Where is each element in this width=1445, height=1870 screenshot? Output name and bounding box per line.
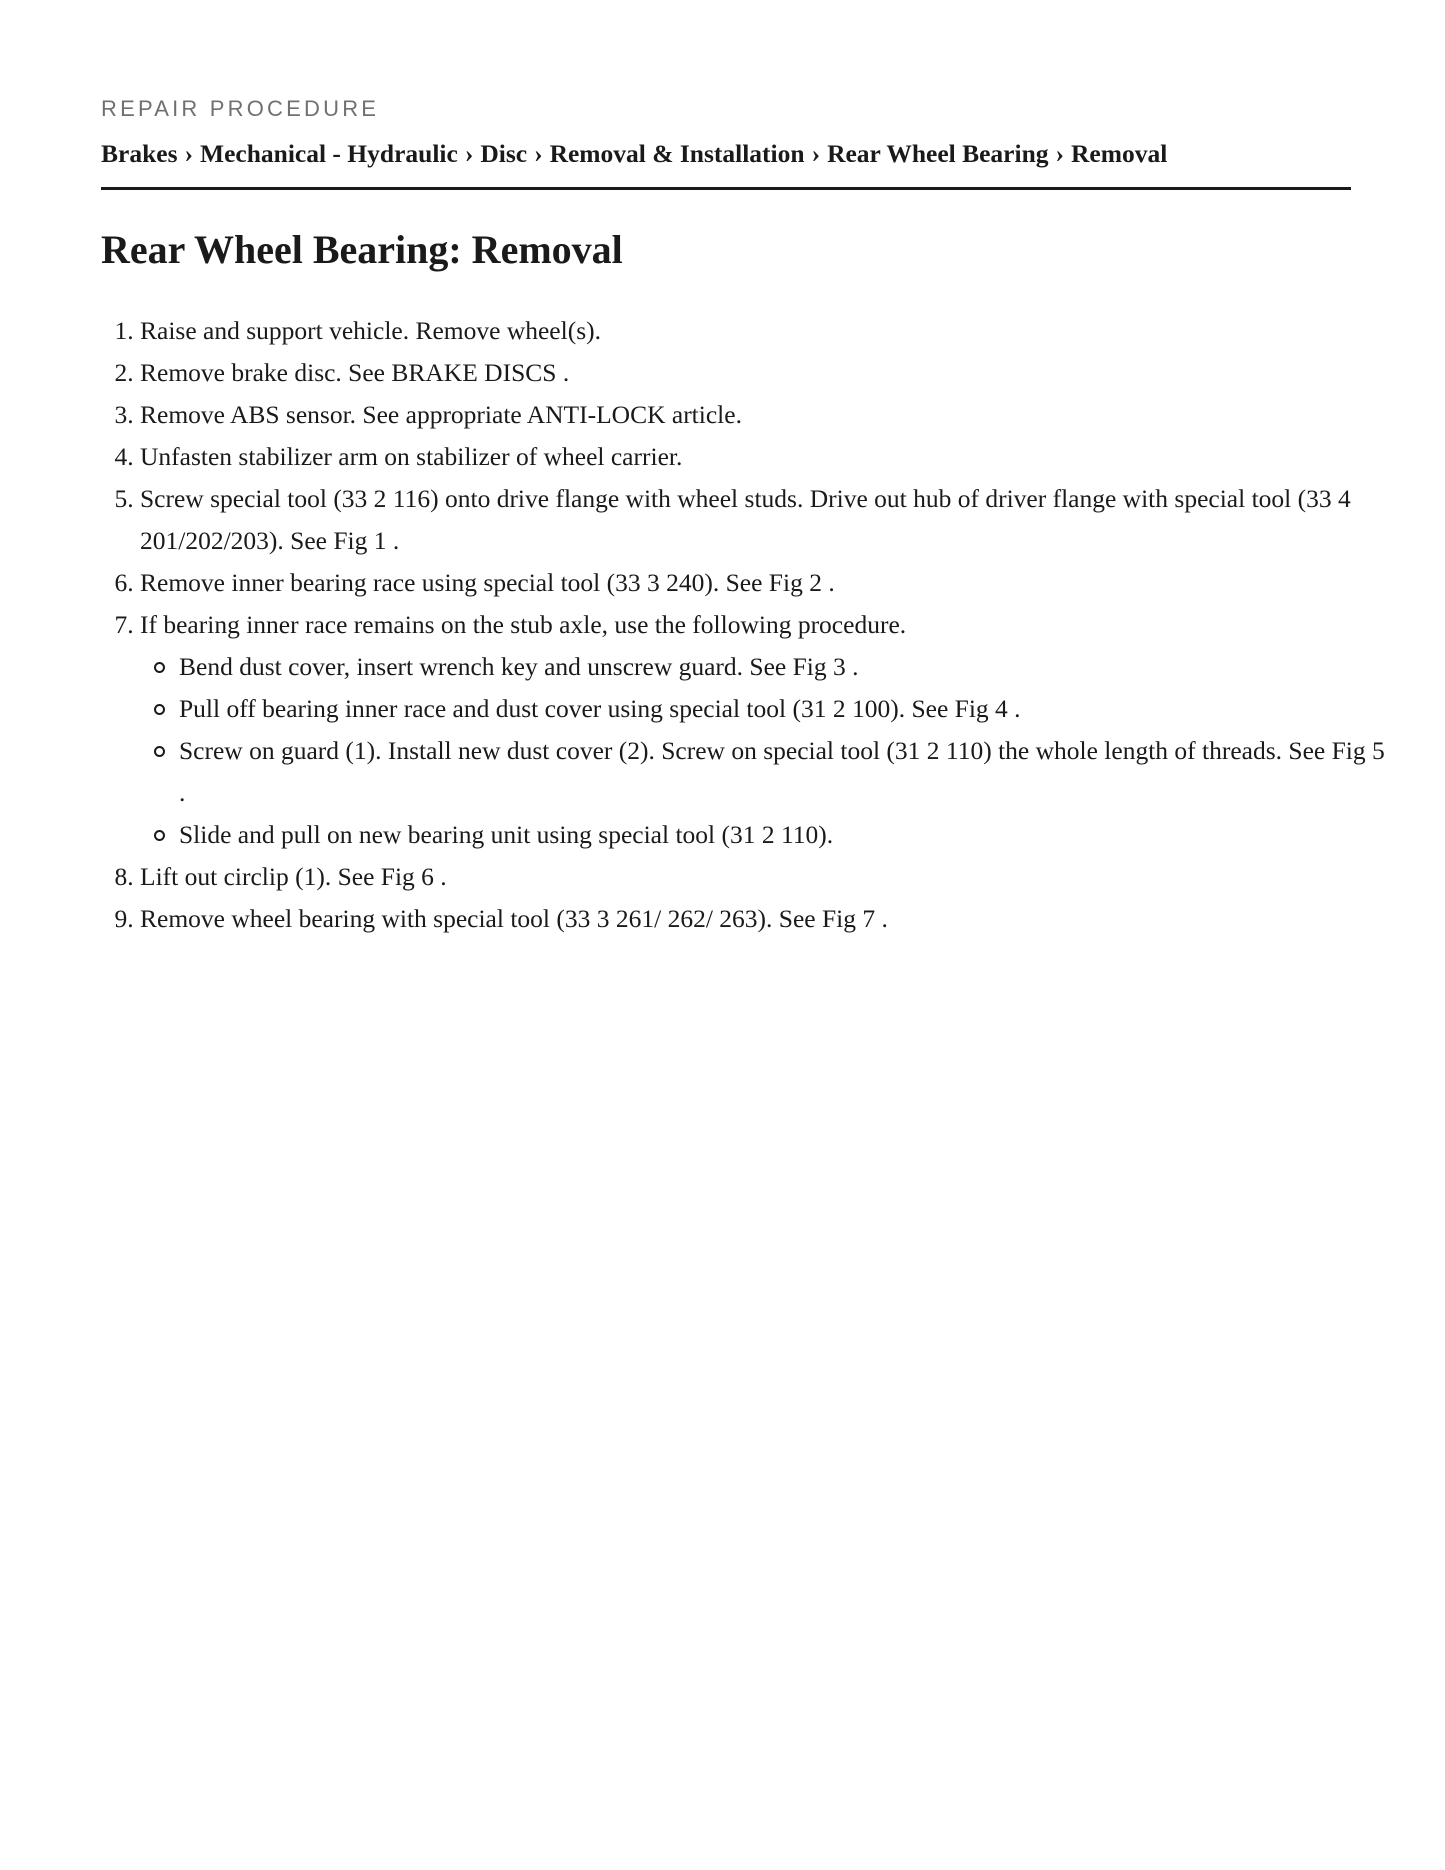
step-text: Remove wheel bearing with special tool (33 3 261/ 262/ 263). See Fig 7 . <box>140 904 888 933</box>
step-text: Remove inner bearing race using special tool (33 3 240). See Fig 2 . <box>140 568 835 597</box>
procedure-steps <box>101 310 1390 940</box>
hollow-bullet-icon <box>154 704 165 715</box>
breadcrumb <box>101 139 1167 169</box>
step-text: Unfasten stabilizer arm on stabilizer of wheel carrier. <box>140 442 683 471</box>
step-6 <box>140 562 1390 604</box>
breadcrumb-item-brakes[interactable]: Brakes <box>101 139 178 168</box>
breadcrumb-separator: › <box>1055 139 1065 168</box>
step-7 <box>140 604 1390 856</box>
page-title: Rear Wheel Bearing: Removal <box>101 227 623 272</box>
step-text: Lift out circlip (1). See Fig 6 . <box>140 862 447 891</box>
substep-3 <box>179 730 1390 814</box>
section-eyebrow: REPAIR PROCEDURE <box>101 96 380 121</box>
hollow-bullet-icon <box>154 830 165 841</box>
breadcrumb-separator: › <box>184 139 193 168</box>
substep-list <box>140 646 1390 856</box>
step-1 <box>140 310 1390 352</box>
step-5 <box>140 478 1390 562</box>
substep-text: Slide and pull on new bearing unit using special tool (31 2 110). <box>179 820 834 849</box>
step-text: Raise and support vehicle. Remove wheel(s). <box>140 316 601 345</box>
step-text: Remove brake disc. See BRAKE DISCS . <box>140 358 570 387</box>
breadcrumb-item-disc[interactable]: Disc <box>480 139 528 168</box>
substep-text: Bend dust cover, insert wrench key and unscrew guard. See Fig 3 . <box>179 652 859 681</box>
substep-4 <box>179 814 1390 856</box>
substep-text: Pull off bearing inner race and dust cover using special tool (31 2 100). See Fig 4 . <box>179 694 1021 723</box>
breadcrumb-separator: › <box>811 139 821 168</box>
breadcrumb-item-removal: Removal <box>1071 139 1168 168</box>
hollow-bullet-icon <box>154 746 165 757</box>
substep-text: Screw on guard (1). Install new dust cover (2). Screw on special tool (31 2 110) the whole length of threads. See Fig 5 . <box>179 736 1385 807</box>
breadcrumb-separator: › <box>464 139 474 168</box>
step-text: If bearing inner race remains on the stub axle, use the following procedure. <box>140 610 907 639</box>
breadcrumb-item-mechanical-hydraulic[interactable]: Mechanical - Hydraulic <box>200 139 458 168</box>
step-3 <box>140 394 1390 436</box>
breadcrumb-item-rear-wheel-bearing[interactable]: Rear Wheel Bearing <box>827 139 1049 168</box>
step-9 <box>140 898 1390 940</box>
breadcrumb-separator: › <box>534 139 543 168</box>
substep-1 <box>179 646 1390 688</box>
substep-2 <box>179 688 1390 730</box>
step-text: Remove ABS sensor. See appropriate ANTI-LOCK article. <box>140 400 742 429</box>
step-2 <box>140 352 1390 394</box>
step-8 <box>140 856 1390 898</box>
breadcrumb-item-removal-installation[interactable]: Removal & Installation <box>549 139 805 168</box>
step-4 <box>140 436 1390 478</box>
header-divider <box>101 187 1351 190</box>
hollow-bullet-icon <box>154 662 165 673</box>
step-text: Screw special tool (33 2 116) onto drive flange with wheel studs. Drive out hub of driver flange with special tool (33 4 201/202/203). See Fig 1 . <box>140 484 1351 555</box>
